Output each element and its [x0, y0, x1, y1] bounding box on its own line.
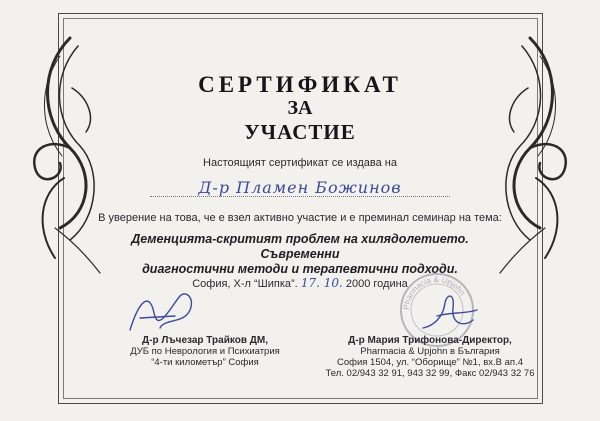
left-flourish-ornament [0, 28, 110, 278]
left-signatory-line2: ДУБ по Неврология и Психиатрия [130, 346, 280, 357]
left-signatory [95, 335, 315, 368]
left-signatory-name: Д-р Лъчезар Трайков ДМ, [142, 335, 268, 346]
right-signatory [300, 335, 560, 379]
stamp-text: Pharmacia & Upjohn [401, 274, 468, 311]
date-prefix: София, Х-л “Шипка”. [192, 278, 298, 290]
right-signatory-line4: Тел. 02/943 32 91, 943 32 99, Факс 02/943 32 76 [325, 368, 535, 379]
seminar-topic-line2: диагностични методи и терапевтични подходи. [142, 262, 458, 276]
certificate-title: СЕРТИФИКАТ [198, 72, 402, 97]
right-signatory-line2: Pharmacia & Upjohn в България [360, 346, 500, 357]
recipient-name: Д-р Пламен Божинов [198, 178, 402, 197]
name-dotted-line [150, 196, 450, 197]
left-signatory-line3: “4-ти километър” София [151, 357, 259, 368]
right-signatory-name: Д-р Мария Трифонова-Директор, [348, 335, 512, 346]
right-signature-scribble [415, 288, 485, 338]
issued-to-text: Настоящият сертификат се издава на [203, 157, 397, 169]
certificate-title-participation: УЧАСТИЕ [244, 120, 356, 144]
confirmation-text: В уверение на това, че е взел активно участие и е преминал семинар на тема: [98, 212, 502, 224]
right-signatory-line3: София 1504, ул. “Оборище” №1, вх.В ап.4 [336, 357, 523, 368]
certificate-title-for: ЗА [287, 97, 313, 119]
date-handwritten: 17. 10. [300, 276, 343, 290]
seminar-topic-line1: Деменцията-скритият проблем на хилядолетието. Съвременни [131, 232, 469, 261]
right-flourish-ornament [490, 28, 600, 278]
date-suffix: 2000 година [345, 278, 408, 290]
date-line [0, 276, 600, 290]
left-signature-scribble [120, 288, 210, 338]
